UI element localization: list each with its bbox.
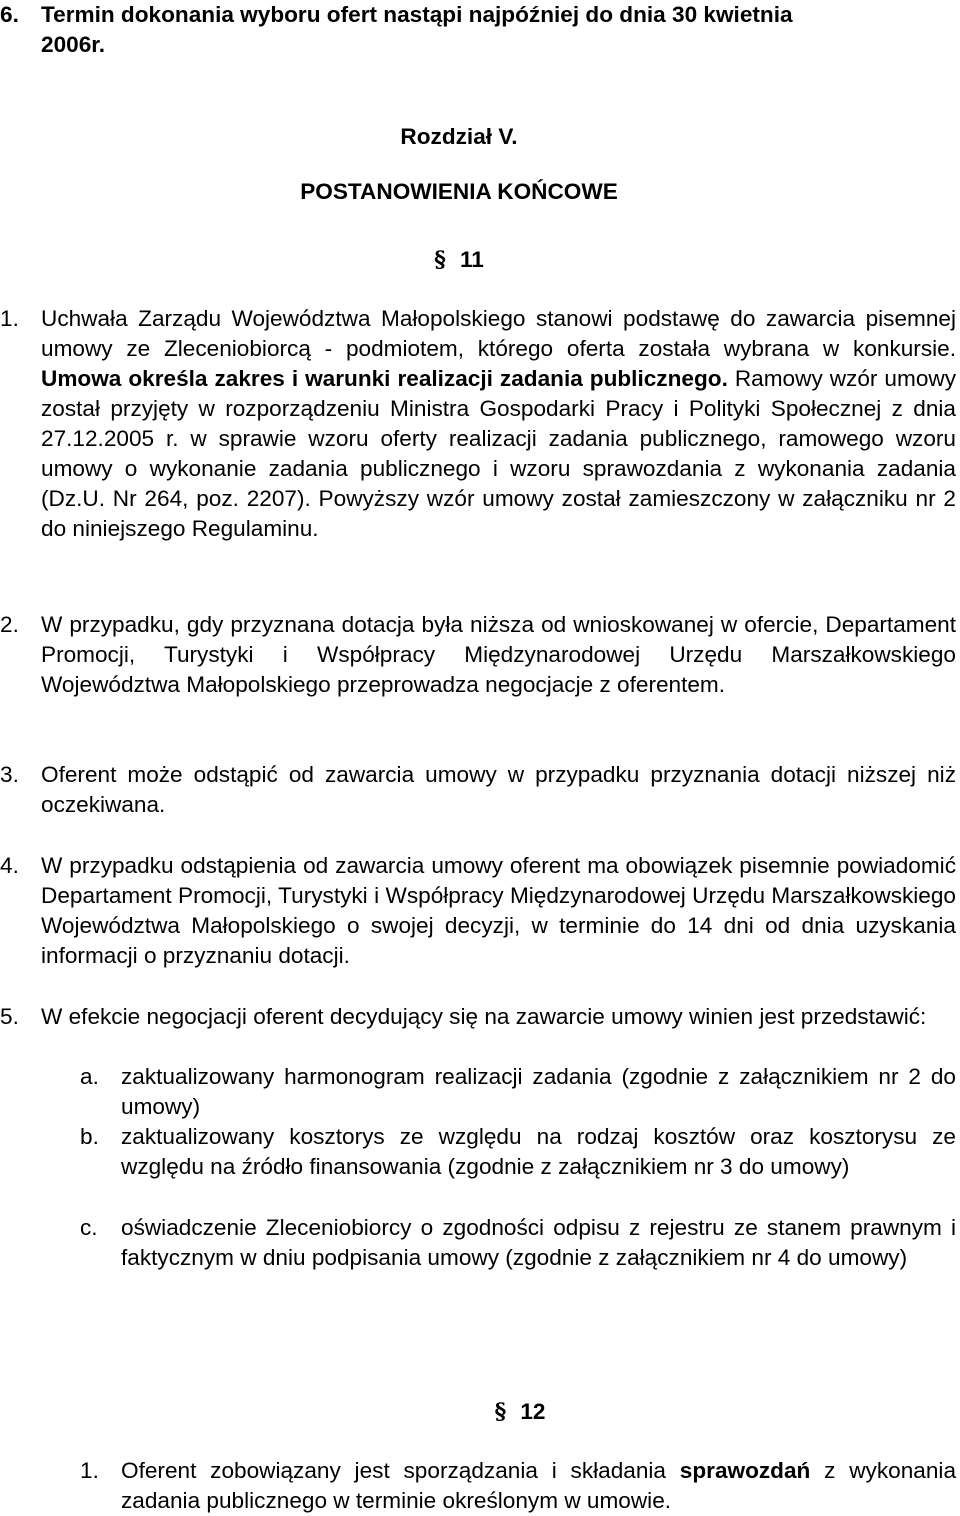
section-11-item-3 [0, 760, 960, 820]
sub-item-text: zaktualizowany kosztorys ze względu na rodzaj kosztów oraz kosztorysu ze względu na źródło finansowania (zgodnie z załącznikiem nr 3 do umowy) [121, 1124, 956, 1179]
chapter-title: Rozdział V. [400, 124, 518, 149]
section-11-item-1 [0, 304, 960, 574]
sub-item-a [0, 1062, 960, 1122]
item-number: 1. [80, 1458, 99, 1483]
paragraph-sign-icon: § [434, 247, 446, 273]
item-6-line-1: Termin dokonania wyboru ofert nastąpi najpóźniej do dnia 30 kwietnia [41, 2, 793, 27]
item-number: 5. [0, 1004, 19, 1029]
sub-item-text: oświadczenie Zleceniobiorcy o zgodności odpisu z rejestru ze stanem prawnym i faktycznym w dniu podpisania umowy (zgodnie z załącznikiem nr 4 do umowy) [121, 1215, 956, 1270]
section-11-heading [0, 245, 918, 275]
sub-item-c [0, 1213, 960, 1303]
item-6-line-2: 2006r. [41, 32, 106, 57]
item-text: W przypadku odstąpienia od zawarcia umowy oferent ma obowiązek pisemnie powiadomić Departament Promocji, Turystyki i Współpracy Międzynarodowej Urzędu Marszałkowskiego Województwa Małopolskiego o swojej decyzji, w terminie do 14 dni od dnia uzyskania informacji o przyznaniu dotacji. [41, 853, 956, 968]
item-6-number: 6. [0, 2, 19, 27]
section-11-item-5 [0, 1002, 960, 1062]
item-text: W przypadku, gdy przyznana dotacja była niższa od wnioskowanej w ofercie, Departament Promocji, Turystyki i Współpracy Międzynarodowej Urzędu Marszałkowskiego Województwa Małopolskiego przeprowadza negocjacje z oferentem. [41, 612, 956, 697]
item-number: 1. [0, 306, 19, 331]
sub-item-letter: c. [80, 1215, 98, 1240]
section-12-heading [0, 1397, 960, 1427]
sub-item-text: zaktualizowany harmonogram realizacji zadania (zgodnie z załącznikiem nr 2 do umowy) [121, 1064, 956, 1119]
item-number: 2. [0, 612, 19, 637]
section-12-item-1 [0, 1456, 960, 1516]
item-number: 4. [0, 853, 19, 878]
sub-item-letter: b. [80, 1124, 99, 1149]
item-text: Oferent może odstąpić od zawarcia umowy w przypadku przyznania dotacji niższej niż oczekiwana. [41, 762, 956, 817]
item-text-part-2: z wykonania zadania publicznego w terminie określonym w umowie. [121, 1458, 957, 1513]
paragraph-sign-icon: § [494, 1399, 507, 1425]
item-text: W efekcie negocjacji oferent decydujący się na zawarcie umowy winien jest przedstawić: [41, 1004, 927, 1029]
item-text [121, 1456, 956, 1516]
item-text-part-2: Ramowy wzór umowy został przyjęty w rozporządzeniu Ministra Gospodarki Pracy i Polityki Społecznej z dnia 27.12.2005 r. w sprawie wzoru oferty realizacji zadania publicznego, ramowego wzoru umowy o wykonanie zadania publicznego i wzoru sprawozdania z wykonania zadania (Dz.U. Nr 264, poz. 2207). Powyższy wzór umowy został zamieszczony w załączniku nr 2 do niniejszego Regulaminu. [41, 366, 956, 541]
section-11-item-4 [0, 851, 960, 971]
chapter-subtitle: POSTANOWIENIA KOŃCOWE [300, 179, 618, 204]
section-11-number: 11 [459, 247, 484, 272]
item-text-part-1: Uchwała Zarządu Województwa Małopolskiego stanowi podstawę do zawarcia pisemnej umowy ze Zleceniobiorcą - podmiotem, którego oferta została wybrana w konkursie. [41, 306, 956, 361]
item-text-emphasis: Umowa określa zakres i warunki realizacji zadania publicznego. [41, 366, 728, 391]
section-12-number: 12 [520, 1399, 546, 1424]
item-text-emphasis: sprawozdań [679, 1458, 811, 1483]
sub-item-b [0, 1122, 960, 1212]
item-text [41, 304, 956, 544]
item-number: 3. [0, 762, 19, 787]
item-text-part-1: Oferent zobowiązany jest sporządzania i składania [121, 1458, 680, 1483]
section-11-item-2 [0, 610, 960, 730]
sub-item-letter: a. [80, 1064, 99, 1089]
